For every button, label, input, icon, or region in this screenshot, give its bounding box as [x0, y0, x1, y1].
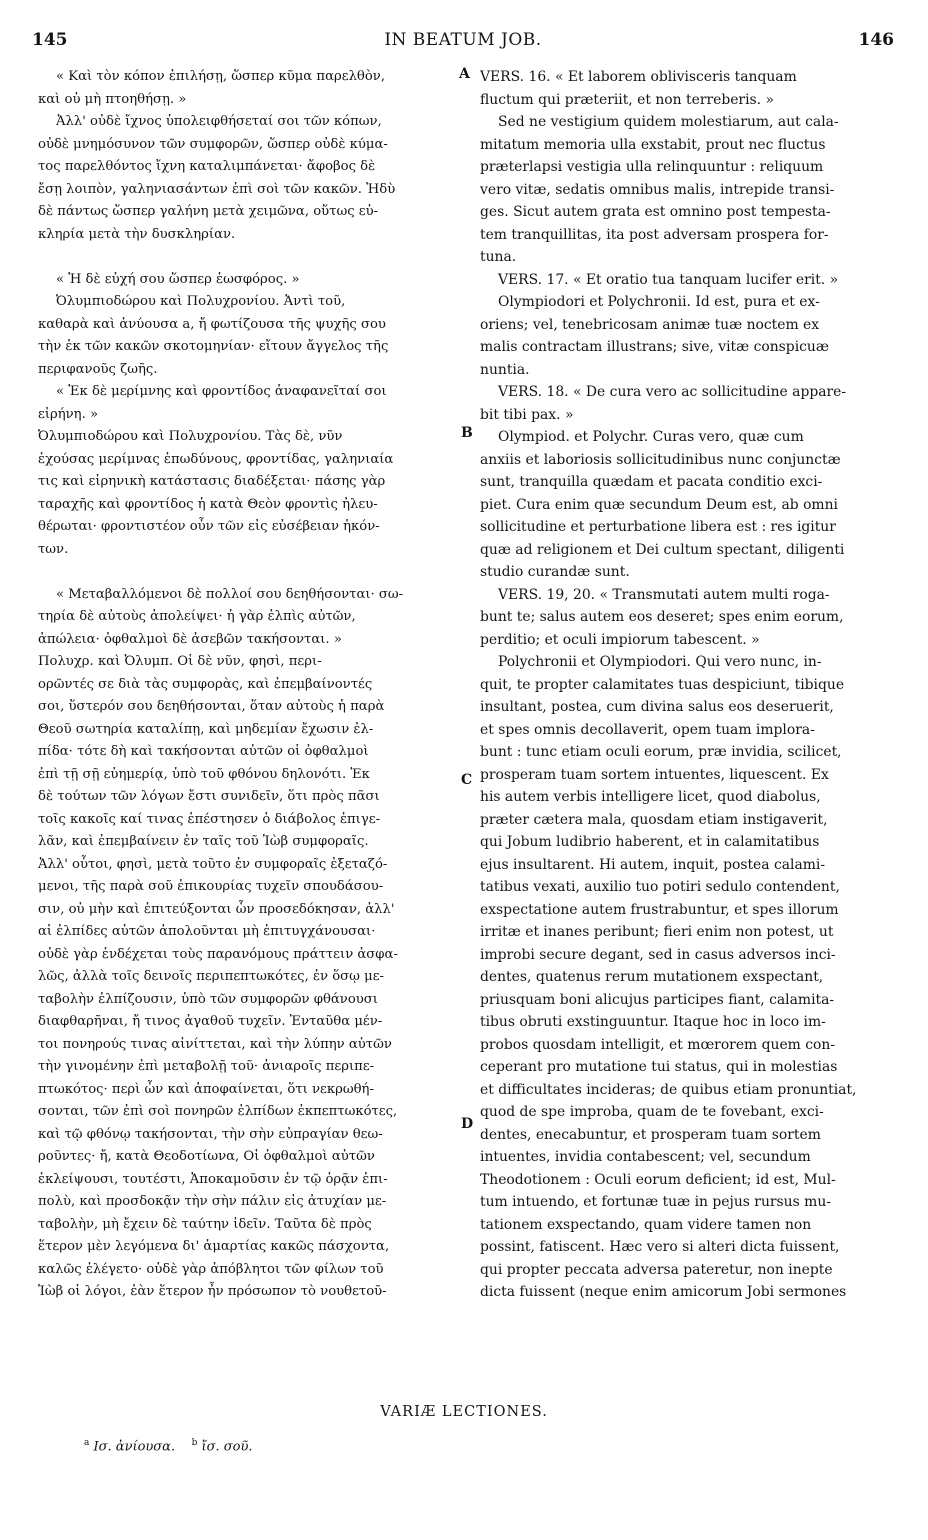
greek-text-line: ορῶντές σε διὰ τὰς συμφορὰς, καὶ ἐπεμβαίνοντές — [38, 676, 373, 692]
greek-text-line: ἔσῃ λοιπὸν, γαληνιασάντων ἐπὶ σοὶ τῶν κακῶν. Ἡδὺ — [38, 181, 396, 197]
greek-text-line: λᾶν, καὶ ἐπεμβαίνειν ἐν ταῖς τοῦ Ἰὼβ συμφοραῖς. — [38, 834, 369, 849]
note-b-text: ἴσ. σοῦ. — [201, 1439, 253, 1455]
note-a-text: Ισ. ἀνίουσα. — [93, 1439, 176, 1455]
greek-text-line: ἐκλείψουσι, τουτέστι, Ἀποκαμοῦσιν ἐν τῷ ὁρᾷν ἐπι- — [38, 1171, 388, 1187]
latin-text-line: VERS. 19, 20. « Transmutati autem multi roga- — [498, 586, 830, 603]
greek-text-line: των. — [38, 541, 69, 557]
greek-text-line: ἐχούσας μερίμνας ἐπωδύνους, φροντίδας, γαληνιαία — [38, 451, 394, 467]
latin-text-line: anxiis et laboriosis sollicitudinibus nunc conjunctæ — [480, 451, 841, 468]
greek-text-line: ἐπὶ τῇ σῇ εὐημερίᾳ, ὑπὸ τοῦ φθόνου δηλονότι. Ἐκ — [38, 766, 370, 782]
latin-text-line: prosperam tuam sortem intuentes, liquescent. Ex — [480, 766, 829, 783]
latin-text-line: qui propter peccata adversa pateretur, non inepte — [480, 1261, 833, 1278]
latin-text-line: quæ ad religionem et Dei cultum spectant, diligenti — [480, 541, 845, 558]
greek-text-line: δὲ τούτων τῶν λόγων ἔστι συνιδεῖν, ὅτι πρὸς πᾶσι — [38, 789, 380, 804]
latin-text-line: perditio; et oculi impiorum tabescent. » — [480, 631, 760, 648]
latin-text-line: VERS. 16. « Et laborem oblivisceris tanquam — [480, 69, 797, 85]
greek-text-line: οὐδὲ μνημόσυνον τῶν συμφορῶν, ὥσπερ οὐδὲ κύμα- — [38, 136, 388, 152]
greek-text-line: πολὺ, καὶ προσδοκᾷν τὴν σὴν πάλιν εἰς ἀτυχίαν με- — [38, 1194, 387, 1209]
latin-text-line: ges. Sicut autem grata est omnino post tempesta- — [480, 204, 831, 220]
greek-text-line: τις καὶ εἰρηνικὴ κατάστασις διαδέξεται· πάσης γὰρ — [38, 474, 386, 489]
latin-text-line: et difficultates incideras; de quibus etiam pronuntiat, — [480, 1081, 857, 1098]
latin-text-line: bunt : tunc etiam oculi eorum, præ invidia, scilicet, — [480, 744, 842, 760]
greek-text-line: τηρία δὲ αὐτοὺς ἀπολείψει· ἡ γὰρ ἐλπὶς αὐτῶν, — [38, 609, 356, 624]
latin-text-line: Sed ne vestigium quidem molestiarum, aut cala- — [498, 114, 839, 130]
latin-text-line: dicta fuissent (neque enim amicorum Jobi sermones — [480, 1284, 847, 1300]
latin-text-line: oriens; vel, tenebricosam animæ tuæ noctem ex — [480, 316, 820, 333]
greek-text-line: τοι πονηρούς τινας αἰνίττεται, καὶ τὴν λύπην αὐτῶν — [38, 1036, 392, 1052]
latin-text-line: improbi secure degant, sed in casus adversos inci- — [480, 946, 836, 963]
latin-text-line: præterlapsi vestigia ulla relinquuntur : reliquum — [480, 159, 824, 175]
note-b-mark: b — [191, 1438, 198, 1448]
latin-text-line: tuna. — [480, 249, 517, 265]
greek-text-line: πτωκότος· περὶ ὧν καὶ ἀποφαίνεται, ὅτι νεκρωθή- — [38, 1081, 374, 1097]
footnotes — [84, 1438, 253, 1454]
greek-text-line: « Ἐκ δὲ μερίμνης καὶ φροντίδος ἀναφανεῖταί σοι — [56, 384, 387, 399]
greek-text-line: εἰρήνη. » — [38, 406, 99, 422]
page-number-left: 145 — [32, 30, 68, 50]
greek-text-line: σοι, ὕστερόν σου δεηθήσονται, ὅταν αὐτοὺς ἡ παρὰ — [38, 699, 385, 714]
greek-text-line: Πολυχρ. καὶ Ὀλυμπ. Οἱ δὲ νῦν, φησὶ, περι- — [38, 654, 322, 669]
latin-text-line: mitatum memoria ulla exstabit, prout nec fluctus — [480, 136, 826, 153]
greek-text-line: μενοι, τῆς παρὰ σοῦ ἐπικουρίας τυχεῖν σπουδάσου- — [38, 879, 384, 894]
greek-text-line — [38, 561, 456, 584]
latin-text-line: Polychronii et Olympiodori. Qui vero nunc, in- — [498, 654, 822, 670]
latin-text-line: malis contractam illustrans; sive, vitæ conspicuæ — [480, 339, 829, 355]
latin-text-line: tum intuendo, et fortunæ tuæ in pejus rursus mu- — [480, 1194, 831, 1210]
latin-text-line: piet. Cura enim quæ secundum Deum est, ab omni — [480, 496, 838, 513]
latin-text-line: quod de spe improba, quam de te fovebant, exci- — [480, 1104, 824, 1120]
greek-text-line: τος παρελθόντος ἴχνη καταλιμπάνεται· ἄφοβος δὲ — [38, 159, 376, 174]
greek-column — [38, 66, 456, 1304]
greek-text-line: περιφανοῦς ζωῆς. — [38, 361, 158, 377]
greek-text-line: θέρωται· φροντιστέον οὖν τῶν εἰς εὐσέβειαν ἡκόν- — [38, 519, 380, 534]
greek-text-line: ταβολὴν ἐλπίζουσιν, ὑπὸ τῶν συμφορῶν φθάνουσι — [38, 991, 378, 1007]
greek-text-line: Ἰὼβ οἱ λόγοι, ἐὰν ἕτερον ἦν πρόσωπον τὸ νουθετοῦ- — [38, 1284, 387, 1299]
greek-text-line: λῶς, ἀλλὰ τοῖς δεινοῖς περιπεπτωκότες, ἐν ὅσῳ με- — [38, 969, 384, 984]
latin-text-line: his autem verbis intelligere licet, quod diabolus, — [480, 789, 821, 805]
greek-text-line: « Καὶ τὸν κόπον ἐπιλήσῃ, ὥσπερ κῦμα παρελθὸν, — [56, 69, 386, 84]
margin-letter-d: D — [461, 1116, 474, 1132]
greek-text-line: ταραχῆς καὶ φροντίδος ἡ κατὰ Θεὸν φροντὶς ἠλευ- — [38, 496, 378, 512]
latin-text-line: nuntia. — [480, 361, 530, 378]
latin-text-line: ejus insultarent. Hi autem, inquit, postea calami- — [480, 856, 826, 873]
greek-text-line: Ὀλυμπιοδώρου καὶ Πολυχρονίου. Ἀντὶ τοῦ, — [56, 294, 346, 309]
margin-letter-b: B — [461, 425, 473, 441]
latin-text-line: dentes, enecabuntur, et prosperam tuam sortem — [480, 1126, 821, 1143]
greek-text-line: ἀπώλεια· ὀφθαλμοὶ δὲ ἀσεβῶν τακήσονται. » — [38, 631, 342, 647]
latin-text-line: tem tranquillitas, ita post adversam prospera for- — [480, 226, 829, 243]
greek-text-line: Ἀλλ' οὐδὲ ἴχνος ὑπολειφθήσεταί σοι τῶν κόπων, — [56, 114, 382, 129]
greek-text-line: Ἀλλ' οὗτοι, φησὶ, μετὰ τοῦτο ἐν συμφοραῖς ἐξεταζό- — [38, 856, 388, 872]
latin-text-line: sunt, tranquilla quædam et pacata conditio exci- — [480, 474, 823, 490]
latin-text-line: intuentes, invidia contabescent; vel, secundum — [480, 1149, 811, 1165]
greek-text-line: σονται, τῶν ἐπὶ σοὶ πονηρῶν ἐλπίδων ἐκπεπτωκότες, — [38, 1104, 398, 1119]
latin-text-line: tationem exspectando, quam videre tamen non — [480, 1216, 812, 1233]
greek-text-line: δὲ πάντως ὥσπερ γαλήνη μετὰ χειμῶνα, οὕτως εὐ- — [38, 204, 379, 219]
greek-text-line: ταβολὴν, μὴ ἔχειν δὲ ταύτην ἰδεῖν. Ταῦτα δὲ πρὸς — [38, 1216, 372, 1232]
greek-text-line: « Ἡ δὲ εὐχή σου ὥσπερ ἑωσφόρος. » — [56, 271, 300, 287]
greek-text-line: « Μεταβαλλόμενοι δὲ πολλοί σου δεηθήσονται· σω- — [56, 586, 404, 602]
latin-text-line: probos quosdam intelligit, et mœrorem quem con- — [480, 1036, 836, 1053]
greek-text-line: σιν, οὐ μὴν καὶ ἐπιτεύξονται ὧν προσεδόκησαν, ἀλλ' — [38, 901, 395, 917]
greek-text-line: καθαρὰ καὶ ἀνύουσα a, ἤ φωτίζουσα τῆς ψυχῆς σου — [38, 316, 386, 332]
greek-text-line — [38, 246, 456, 269]
latin-text-line: tatibus vexati, auxilio tuo potiri sedulo contendent, — [480, 879, 840, 895]
greek-text-line: διαφθαρῆναι, ἤ τινος ἀγαθοῦ τυχεῖν. Ἐνταῦθα μέν- — [38, 1014, 383, 1029]
latin-text-line: fluctum qui præteriit, et non terreberis. » — [480, 91, 774, 108]
latin-text-line: insultant, postea, cum divina salus eos deseruerit, — [480, 699, 834, 715]
latin-text-line: et spes omnis decollaverit, opem tuam implora- — [480, 721, 815, 738]
greek-text-line: ἕτερον μὲν λεγόμενα δι' ἁμαρτίας κακῶς πάσχοντα, — [38, 1239, 390, 1254]
greek-text-line: τὴν γινομένην ἐπὶ μεταβολῇ τοῦ· ἀνιαροῖς περιπε- — [38, 1059, 375, 1074]
greek-text-line: αἱ ἐλπίδες αὐτῶν ἀπολοῦνται μὴ ἐπιτυγχάνουσαι· — [38, 924, 376, 939]
running-title: IN BEATUM JOB. — [384, 30, 542, 50]
latin-text-line: præter cætera mala, quosdam etiam instigaverit, — [480, 811, 828, 828]
latin-text-line: Olympiod. et Polychr. Curas vero, quæ cum — [498, 429, 804, 445]
greek-text-line: καὶ οὐ μὴ πτοηθήσῃ. » — [38, 91, 187, 107]
greek-text-line: πίδα· τότε δὴ καὶ τακήσονται αὐτῶν οἱ ὀφθαλμοὶ — [38, 744, 369, 759]
greek-text-line: καὶ τῷ φθόνῳ τακήσονται, τὴν σὴν εὐπραγίαν θεω- — [38, 1126, 383, 1142]
latin-text-line: sollicitudine et perturbatione libera est : res igitur — [480, 519, 836, 535]
latin-text-line: possint, fatiscent. Hæc vero si alteri dicta fuissent, — [480, 1239, 840, 1255]
latin-text-line: studio curandæ sunt. — [480, 564, 630, 580]
latin-text-line: bit tibi pax. » — [480, 406, 574, 423]
latin-column — [480, 66, 892, 1304]
latin-text-line: VERS. 17. « Et oratio tua tanquam lucifer erit. » — [498, 271, 839, 288]
latin-text-line: ceperant pro mutatione tui status, qui in molestias — [480, 1059, 838, 1075]
latin-text-line: priusquam boni alicujus participes fiant, calamita- — [480, 991, 835, 1008]
greek-text-line: τοῖς κακοῖς καί τινας ἐπέστησεν ὁ διάβολος ἐπιγε- — [38, 811, 381, 827]
margin-letter-a: A — [459, 66, 470, 82]
latin-text-line: dentes, quatenus rerum mutationem exspectant, — [480, 969, 824, 985]
greek-text-line: Ὀλυμπιοδώρου καὶ Πολυχρονίου. Τὰς δὲ, νῦν — [38, 429, 343, 444]
latin-text-line: bunt te; salus autem eos deseret; spes enim eorum, — [480, 609, 844, 625]
latin-text-line: quit, te propter calamitates tuas despiciunt, tibique — [480, 676, 845, 693]
latin-text-line: tibus obruti exstinguuntur. Itaque hoc in loco im- — [480, 1014, 826, 1030]
running-header — [32, 30, 894, 56]
margin-letter-c: C — [461, 772, 473, 788]
greek-text-line: οὐδὲ γὰρ ἐνδέχεται τοὺς παρανόμους πράττειν ἀσφα- — [38, 946, 398, 962]
greek-text-line: Θεοῦ σωτηρία καταλίπῃ, καὶ μηδεμίαν ἔχωσιν ἐλ- — [38, 721, 374, 737]
latin-text-line: qui Jobum ludibrio haberent, et in calamitatibus — [480, 834, 820, 850]
latin-text-line: exspectatione autem frustrabuntur, et spes illorum — [480, 901, 839, 918]
latin-text-line: Theodotionem : Oculi eorum deficient; id est, Mul- — [480, 1171, 836, 1188]
note-a-mark: a — [84, 1438, 90, 1448]
variae-lectiones-heading: VARIÆ LECTIONES. — [380, 1404, 548, 1420]
greek-text-line: τὴν ἐκ τῶν κακῶν σκοτομηνίαν· εἴτουν ἄγγελος τῆς — [38, 339, 389, 354]
latin-text-line: irritæ et inanes peribunt; fieri enim non potest, ut — [480, 924, 834, 940]
greek-text-line: κληρία μετὰ τὴν δυσκληρίαν. — [38, 226, 236, 242]
greek-text-line: καλῶς ἐλέγετο· οὐδὲ γὰρ ἀπόβλητοι τῶν φίλων τοῦ — [38, 1261, 384, 1277]
latin-text-line: VERS. 18. « De cura vero ac sollicitudine appare- — [498, 384, 847, 400]
greek-text-line: ροῦντες· ἤ, κατὰ Θεοδοτίωνα, Οἱ ὀφθαλμοὶ αὐτῶν — [38, 1149, 375, 1164]
latin-text-line: vero vitæ, sedatis omnibus malis, intrepide transi- — [480, 181, 835, 198]
page-number-right: 146 — [858, 30, 894, 50]
latin-text-line: Olympiodori et Polychronii. Id est, pura et ex- — [498, 294, 820, 310]
